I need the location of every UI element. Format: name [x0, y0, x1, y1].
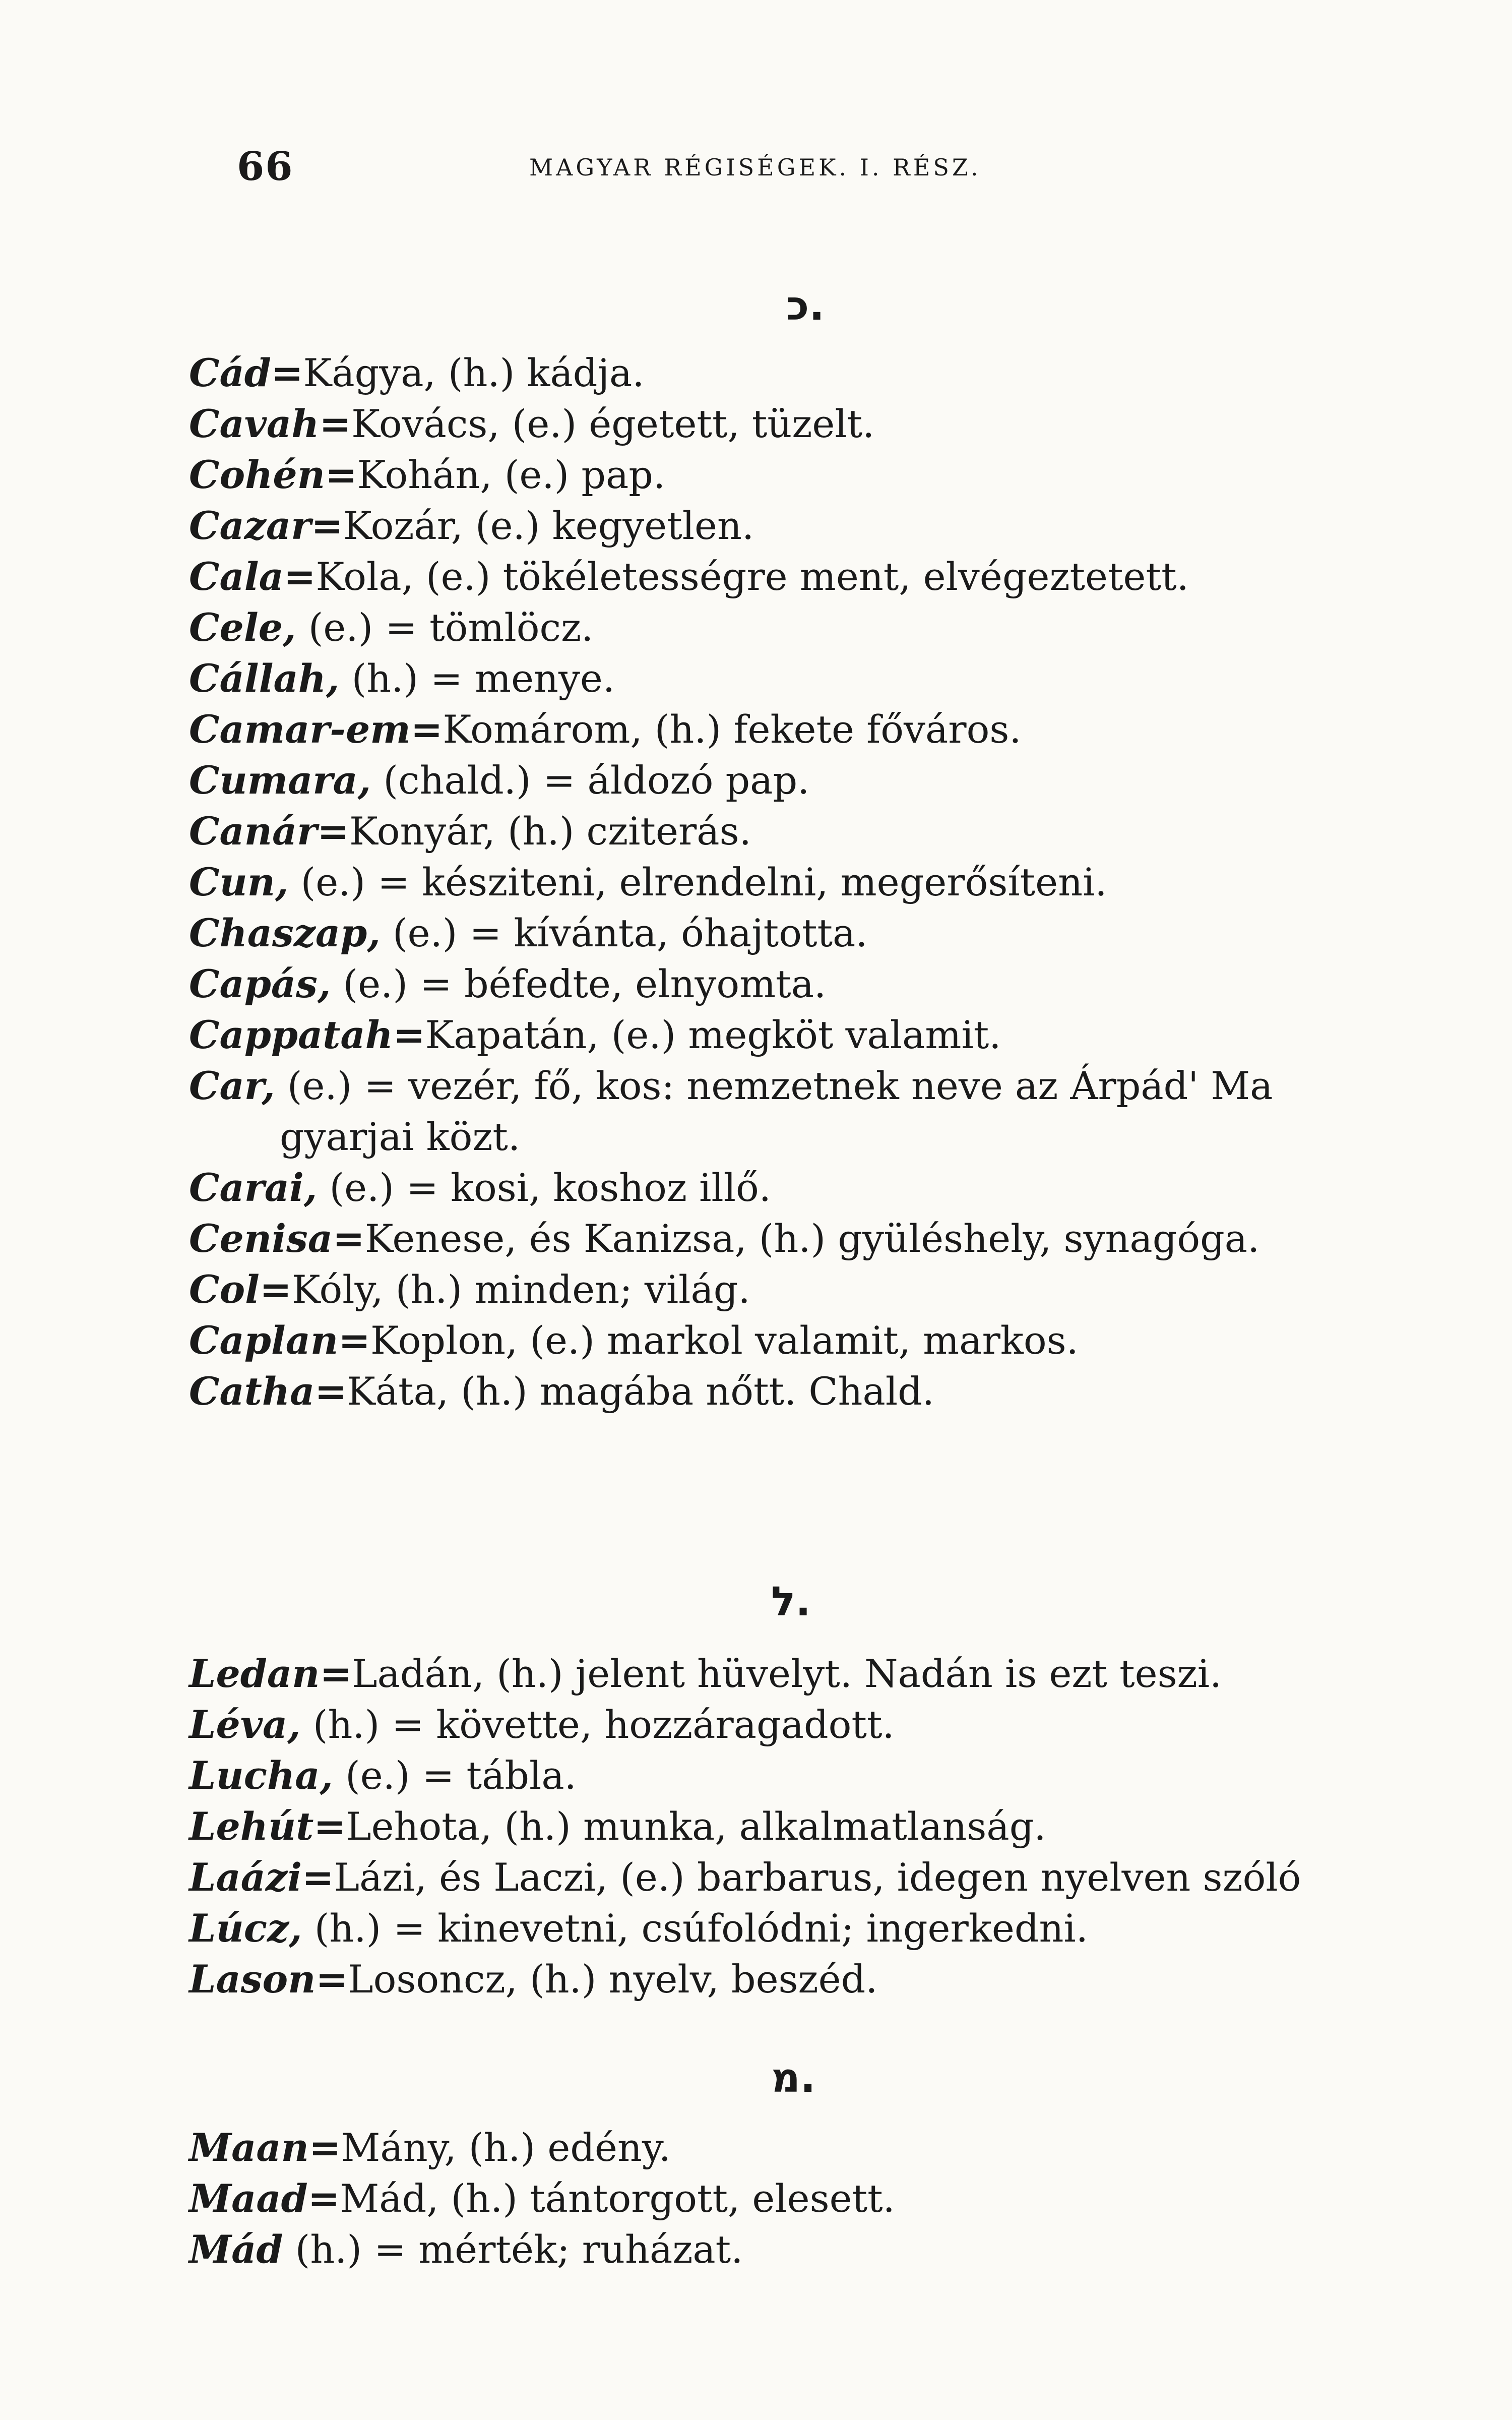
entry-separator: =: [410, 707, 443, 752]
dictionary-entry: [189, 857, 1107, 908]
entry-headword: Cállah,: [189, 656, 340, 701]
entry-separator: =: [316, 1957, 348, 2002]
entry-separator: =: [393, 1012, 425, 1057]
dictionary-entry: [189, 1010, 1001, 1060]
entry-definition: (e.) = vezér, fő, kos: nemzetnek neve az Árpád' Ma: [275, 1063, 1273, 1108]
entry-definition: Mány, (h.) edény.: [341, 2125, 671, 2170]
dictionary-entry: [189, 1315, 1079, 1366]
entry-separator: =: [271, 350, 303, 395]
entry-definition: Kohán, (e.) pap.: [357, 452, 666, 497]
entry-definition: Konyár, (h.) cziterás.: [349, 809, 751, 854]
entry-separator: =: [333, 1216, 365, 1261]
entry-headword: Cavah: [189, 401, 320, 446]
entry-definition: Káta, (h.) magába nőtt. Chald.: [347, 1369, 934, 1414]
entry-headword: Lehút: [189, 1804, 314, 1849]
entry-separator: =: [317, 809, 349, 854]
dictionary-entry: [189, 1061, 1273, 1111]
entry-headword: Col: [189, 1267, 260, 1312]
entry-separator: =: [260, 1267, 292, 1312]
entry-definition: Kapatán, (e.) megköt valamit.: [425, 1012, 1001, 1057]
dictionary-entry: [189, 1852, 1301, 1903]
dictionary-entry: [189, 450, 665, 500]
entry-definition: Koplon, (e.) markol valamit, markos.: [370, 1318, 1079, 1363]
entry-definition: (e.) = béfedte, elnyomta.: [331, 961, 827, 1006]
entry-headword: Cenisa: [189, 1216, 333, 1261]
dictionary-entry: [189, 959, 826, 1009]
dictionary-entry: [189, 908, 868, 958]
entry-definition: (e.) = tábla.: [333, 1753, 577, 1798]
entry-headword: Cumara,: [189, 758, 371, 803]
entry-headword: Canár: [189, 809, 318, 854]
entry-definition: Losoncz, (h.) nyelv, beszéd.: [348, 1957, 878, 2002]
entry-headword: Capás,: [189, 961, 331, 1006]
entry-definition: Lehota, (h.) munka, alkalmatlanság.: [346, 1804, 1046, 1849]
entry-definition: (h.) = mérték; ruházat.: [283, 2227, 743, 2272]
entry-headword: Lúcz,: [189, 1906, 302, 1951]
entry-headword: Maan: [189, 2125, 309, 2170]
dictionary-entry: [189, 1214, 1259, 1264]
dictionary-entry: [189, 2224, 743, 2275]
dictionary-entry: [189, 501, 754, 551]
entry-headword: Lucha,: [189, 1753, 333, 1798]
page-number: 66: [237, 144, 294, 190]
entry-headword: Léva,: [189, 1702, 301, 1747]
entry-definition: (e.) = tömlöcz.: [296, 605, 594, 650]
entry-definition: (e.) = kívánta, óhajtotta.: [380, 911, 868, 955]
entry-definition: Mád, (h.) tántorgott, elesett.: [340, 2176, 895, 2221]
entry-headword: Cappatah: [189, 1012, 393, 1057]
dictionary-entry: [189, 399, 874, 449]
dictionary-entry: [189, 1903, 1088, 1954]
entry-headword: Carai,: [189, 1165, 318, 1210]
entry-definition: Kenese, és Kanizsa, (h.) gyüléshely, synagóga.: [364, 1216, 1260, 1261]
entry-headword: Cád: [189, 350, 271, 395]
entry-headword: Maad: [189, 2176, 308, 2221]
entry-separator: =: [325, 452, 357, 497]
dictionary-entry: [189, 2173, 895, 2224]
entry-definition: Kola, (e.) tökéletességre ment, elvégeztetett.: [316, 554, 1189, 599]
dictionary-entry: [189, 1366, 934, 1417]
dictionary-entry: [189, 806, 751, 857]
entry-separator: =: [301, 1855, 334, 1900]
entry-headword: Lason: [189, 1957, 316, 2002]
dictionary-entry: [189, 348, 644, 398]
entry-separator: =: [320, 1651, 352, 1696]
entry-separator: =: [313, 1804, 346, 1849]
entry-separator: =: [307, 2176, 340, 2221]
dictionary-entry: [189, 552, 1189, 602]
dictionary-entry: [189, 755, 809, 806]
dictionary-entry: [280, 1112, 520, 1162]
dictionary-entry: [189, 1801, 1046, 1852]
entry-headword: Ledan: [189, 1651, 320, 1696]
entry-separator: =: [319, 401, 352, 446]
dictionary-entry: [189, 602, 593, 653]
entry-definition: Lázi, és Laczi, (e.) barbarus, idegen nyelven szóló: [334, 1855, 1301, 1900]
entry-definition: Kágya, (h.) kádja.: [303, 350, 645, 395]
entry-headword: Cele,: [189, 605, 296, 650]
entry-definition: gyarjai közt.: [280, 1114, 521, 1159]
entry-headword: Cohén: [189, 452, 326, 497]
entry-definition: (e.) = késziteni, elrendelni, megerősíteni.: [288, 860, 1107, 904]
entry-headword: Catha: [189, 1369, 315, 1414]
entry-headword: Car,: [189, 1063, 275, 1108]
entry-definition: Kozár, (e.) kegyetlen.: [343, 503, 754, 548]
entry-separator: =: [338, 1318, 370, 1363]
entry-definition: Kovács, (e.) égetett, tüzelt.: [351, 401, 875, 446]
entry-definition: (e.) = kosi, koshoz illő.: [317, 1165, 771, 1210]
dictionary-entry: [189, 1649, 1222, 1699]
entry-definition: Ladán, (h.) jelent hüvelyt. Nadán is ezt teszi.: [352, 1651, 1222, 1696]
dictionary-entry: [189, 2123, 671, 2173]
entry-definition: (h.) = követte, hozzáragadott.: [300, 1702, 895, 1747]
entry-headword: Cun,: [189, 860, 289, 904]
entry-separator: =: [308, 2125, 341, 2170]
section-letter-lamed: ל.: [771, 1578, 811, 1625]
entry-headword: Mád: [189, 2227, 283, 2272]
dictionary-entry: [189, 653, 615, 704]
entry-definition: Kóly, (h.) minden; világ.: [291, 1267, 750, 1312]
dictionary-entry: [189, 1700, 895, 1750]
entry-headword: Cazar: [189, 503, 311, 548]
entry-headword: Camar-em: [189, 707, 411, 752]
entry-headword: Cala: [189, 554, 284, 599]
entry-definition: (h.) = kinevetni, csúfolódni; ingerkedni.: [302, 1906, 1088, 1951]
dictionary-entry: [189, 1264, 750, 1315]
entry-headword: Chaszap,: [189, 911, 381, 955]
dictionary-entry: [189, 1163, 771, 1213]
entry-separator: =: [283, 554, 316, 599]
dictionary-entry: [189, 1954, 877, 2005]
entry-definition: (chald.) = áldozó pap.: [371, 758, 810, 803]
section-letter-mem: מ.: [771, 2054, 816, 2101]
entry-definition: (h.) = menye.: [339, 656, 615, 701]
running-head: MAGYAR RÉGISÉGEK. I. RÉSZ.: [529, 154, 981, 181]
entry-headword: Laázi: [189, 1855, 302, 1900]
dictionary-entry: [189, 704, 1022, 755]
entry-headword: Caplan: [189, 1318, 339, 1363]
dictionary-entry: [189, 1750, 577, 1801]
section-letter-kaf: כ.: [786, 282, 825, 329]
entry-definition: Komárom, (h.) fekete főváros.: [443, 707, 1022, 752]
entry-separator: =: [311, 503, 343, 548]
entry-separator: =: [314, 1369, 347, 1414]
